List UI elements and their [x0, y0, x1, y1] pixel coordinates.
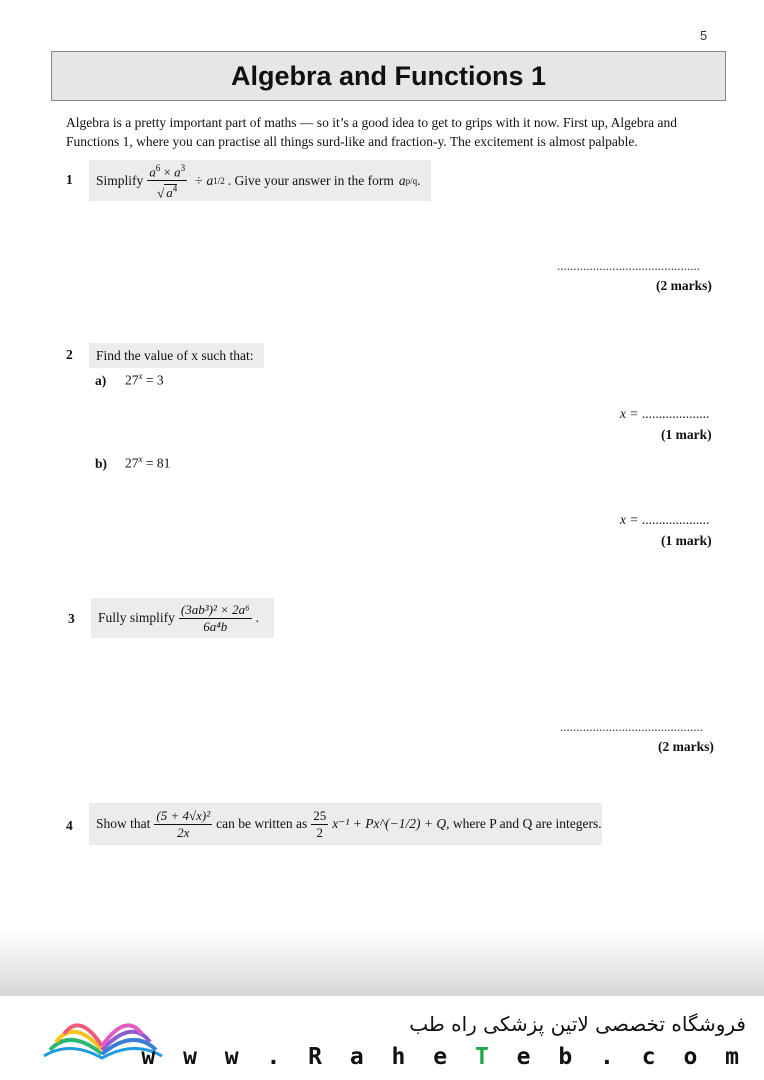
page-bottom-shadow: [0, 930, 764, 998]
question-2-number: 2: [66, 347, 73, 362]
q1-suffix: . Give your answer in the form: [227, 172, 394, 188]
question-4-number: 4: [66, 818, 73, 833]
question-1-number: 1: [66, 172, 73, 187]
q4-prefix: Show that: [96, 816, 151, 831]
q3-fraction: $\frac{\text{(3ab³)² × 2a⁶}}{\text{6a⁴b}}$: [180, 601, 250, 634]
q2a-expression: a) 27$^x$ = 3: [95, 371, 164, 388]
page-number: 5: [700, 28, 708, 43]
q4-suffix: , where P and Q are integers.: [446, 816, 602, 831]
intro-paragraph: Algebra is a pretty important part of maths — so it’s a good idea to get to grips with it now. First up, Algebra and Functions 1, where you can practise all things surd-like and fraction-y. The excitement is almost palpable.: [66, 115, 678, 149]
website-url[interactable]: w w w . R a h e T e b . c o m: [141, 1044, 746, 1070]
question-3-number: 3: [68, 611, 75, 626]
q2a-marks: (1 mark): [661, 427, 712, 442]
question-2-box: [89, 343, 264, 368]
q3-answer-line[interactable]: ............................................: [560, 719, 703, 734]
q2b-answer[interactable]: x = ....................: [620, 512, 710, 527]
q4-fraction: $\frac{\text{(5 + 4√x)²}}{2x}$: [156, 807, 211, 840]
question-1-box: Simplify $\frac{a^6 \times a^3}{√ a^4}$ ÷ a 1/2 . Give your answer in the form a p/q .: [89, 160, 431, 201]
q4-expression: x⁻¹ + Px^(−1/2) + Q: [332, 816, 447, 831]
q1-marks: (2 marks): [656, 278, 712, 293]
q2-prompt: Find the value of x such that:: [96, 347, 254, 363]
q4-middle: can be written as: [216, 816, 308, 831]
q2a-answer[interactable]: x = ....................: [620, 406, 710, 421]
shop-name: فروشگاه تخصصی لاتین پزشکی راه طب: [409, 1012, 746, 1036]
q3-marks: (2 marks): [658, 739, 714, 754]
q2b-marks: (1 mark): [661, 533, 712, 548]
q1-prefix: Simplify: [96, 172, 144, 188]
q4-coefficient-fraction: $\frac{25}{2}$: [313, 807, 327, 840]
q3-prefix: Fully simplify: [98, 610, 175, 625]
q1-answer-line[interactable]: ............................................: [557, 258, 700, 273]
question-4-box: [89, 803, 602, 845]
q2b-expression: b) 27$^x$ = 81: [95, 454, 171, 471]
q1-fraction: $\frac{a^6 \times a^3}{√ a^4}$: [147, 160, 187, 202]
question-3-box: Fully simplify $\frac{\text{(3ab³)² × 2a⁶}}{\text{6a⁴b}}$ .: [91, 598, 274, 638]
title-banner: [51, 51, 726, 101]
page-title: Algebra and Functions 1: [230, 60, 547, 91]
